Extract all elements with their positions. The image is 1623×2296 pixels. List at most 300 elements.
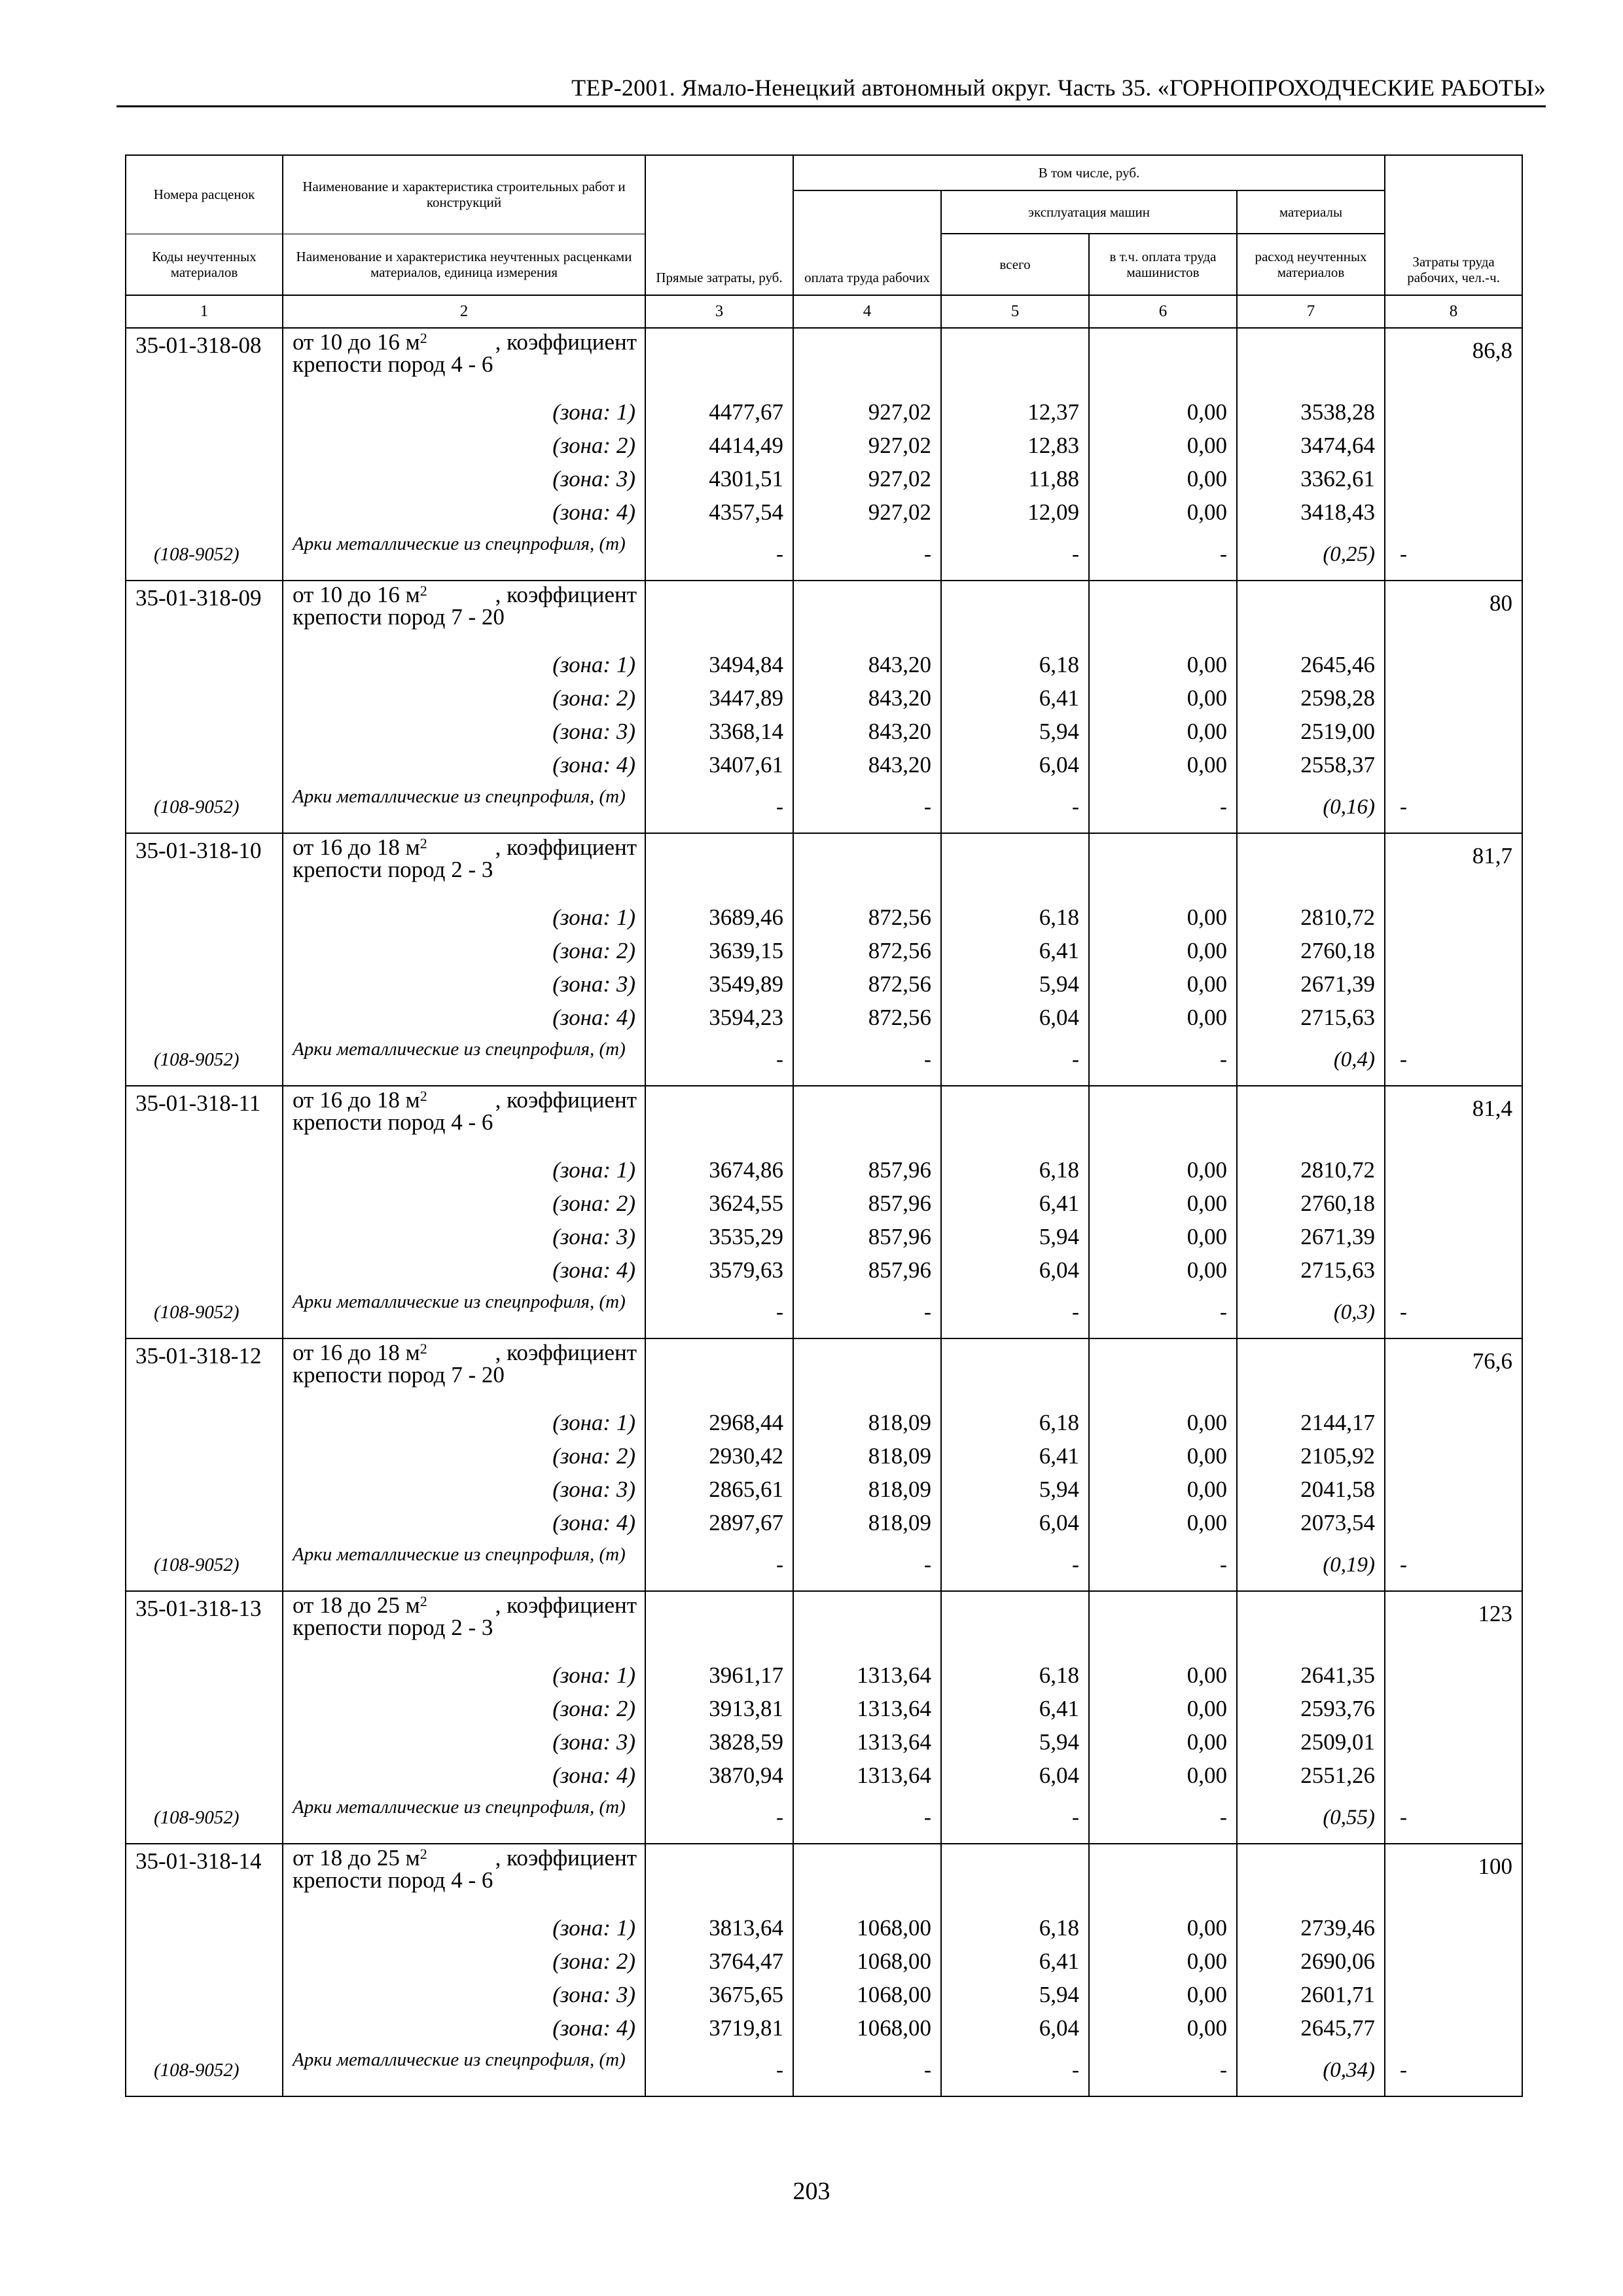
work-range: от 18 до 25 $м^2$ xyxy=(293,1845,427,1871)
wage-value: 857,96 xyxy=(868,1191,931,1216)
material-dash: - xyxy=(1072,1300,1079,1324)
materials-value: 2690,06 xyxy=(1300,1948,1376,1974)
materials-value: 2519,00 xyxy=(1300,719,1376,744)
machines-value: 6,18 xyxy=(1039,1915,1079,1941)
labor-cell xyxy=(1385,1844,1522,2096)
material-dash: - xyxy=(776,1553,783,1577)
wage-value: 927,02 xyxy=(868,499,931,525)
material-description: Арки металлические из спецпрофиля, (т) xyxy=(293,533,626,554)
work-range: от 16 до 18 $м^2$ xyxy=(293,1340,427,1365)
machinist-wage-value: 0,00 xyxy=(1186,719,1227,744)
materials-cell xyxy=(1237,1086,1385,1338)
zone-label: (зона: 4) xyxy=(552,1257,635,1283)
material-dash: - xyxy=(1220,795,1227,819)
machinist-wage-cell xyxy=(1089,1844,1237,2096)
wage-cell xyxy=(793,1844,941,2096)
direct-cost-value: 3674,86 xyxy=(709,1157,783,1183)
material-dash: - xyxy=(924,1048,931,1071)
zone-label: (зона: 1) xyxy=(552,652,635,677)
wage-value: 872,56 xyxy=(868,938,931,963)
description-cell xyxy=(283,833,645,1086)
materials-value: 3362,61 xyxy=(1300,466,1376,492)
description-cell xyxy=(283,328,645,581)
zone-label: (зона: 2) xyxy=(552,1696,635,1721)
wage-value: 843,20 xyxy=(868,685,931,711)
machines-value: 5,94 xyxy=(1039,971,1079,997)
direct-cost-value: 3689,46 xyxy=(709,905,783,930)
code-cell xyxy=(126,1086,283,1338)
direct-cost-value: 3813,64 xyxy=(709,1915,783,1941)
machinist-wage-value: 0,00 xyxy=(1186,1224,1227,1249)
direct-cost-value: 3870,94 xyxy=(709,1763,783,1788)
col-num: 6 xyxy=(1089,295,1237,328)
machinist-wage-value: 0,00 xyxy=(1186,466,1227,492)
material-code: (108-9052) xyxy=(154,797,240,817)
machines-value: 6,18 xyxy=(1039,905,1079,930)
machines-value: 6,18 xyxy=(1039,1662,1079,1688)
rate-code: 35-01-318-12 xyxy=(135,1343,262,1369)
wage-value: 1068,00 xyxy=(857,1915,931,1941)
material-code: (108-9052) xyxy=(154,544,240,565)
machines-header: эксплуатация машин xyxy=(941,190,1237,234)
rate-row xyxy=(126,1086,1522,1338)
material-code: (108-9052) xyxy=(154,2060,240,2081)
machinist-wage-value: 0,00 xyxy=(1186,433,1227,458)
materials-value: 2810,72 xyxy=(1300,1157,1376,1183)
material-description: Арки металлические из спецпрофиля, (т) xyxy=(293,1291,626,1312)
zone-label: (зона: 3) xyxy=(552,719,635,744)
machinist-wage-value: 0,00 xyxy=(1186,1443,1227,1469)
running-header: ТЕР-2001. Ямало-Ненецкий автономный округ. Часть 35. «ГОРНОПРОХОДЧЕСКИЕ РАБОТЫ» xyxy=(571,75,1546,101)
col5-header: всего xyxy=(941,234,1089,295)
material-code: (108-9052) xyxy=(154,1049,240,1070)
labor-dash: - xyxy=(1400,1048,1408,1071)
rate-code: 35-01-318-13 xyxy=(135,1596,262,1621)
direct-cost-value: 3368,14 xyxy=(709,719,783,744)
col-num: 2 xyxy=(283,295,645,328)
machines-cell xyxy=(941,833,1089,1086)
direct-cost-cell xyxy=(645,833,793,1086)
materials-value: 2144,17 xyxy=(1300,1410,1376,1435)
wage-value: 1068,00 xyxy=(857,1982,931,2007)
zone-label: (зона: 1) xyxy=(552,1662,635,1688)
machines-value: 5,94 xyxy=(1039,719,1079,744)
zone-label: (зона: 1) xyxy=(552,1410,635,1435)
direct-cost-cell xyxy=(645,581,793,833)
zone-label: (зона: 4) xyxy=(552,1510,635,1535)
material-quantity: (0,4) xyxy=(1333,1048,1376,1071)
direct-cost-value: 4357,54 xyxy=(709,499,783,525)
machines-value: 6,41 xyxy=(1039,685,1079,711)
labor-dash: - xyxy=(1400,1806,1408,1829)
labor-dash: - xyxy=(1400,1300,1408,1324)
labor-value: 123 xyxy=(1478,1601,1513,1626)
machines-value: 5,94 xyxy=(1039,1729,1079,1755)
machines-cell xyxy=(941,1844,1089,2096)
header-rule xyxy=(116,105,1546,107)
machinist-wage-cell xyxy=(1089,328,1237,581)
materials-value: 2715,63 xyxy=(1300,1257,1376,1283)
machinist-wage-cell xyxy=(1089,1338,1237,1591)
material-dash: - xyxy=(1220,1300,1227,1324)
zone-label: (зона: 3) xyxy=(552,1477,635,1502)
direct-cost-value: 4414,49 xyxy=(709,433,783,458)
direct-cost-value: 3447,89 xyxy=(709,685,783,711)
wage-value: 927,02 xyxy=(868,433,931,458)
rate-row xyxy=(126,581,1522,833)
wage-value: 818,09 xyxy=(868,1477,931,1502)
col3-header: Прямые затраты, руб. xyxy=(645,155,793,295)
code-cell xyxy=(126,1338,283,1591)
direct-cost-cell xyxy=(645,328,793,581)
machines-value: 6,41 xyxy=(1039,1191,1079,1216)
incl-header: В том числе, руб. xyxy=(793,155,1385,190)
rate-row xyxy=(126,328,1522,581)
direct-cost-value: 3579,63 xyxy=(709,1257,783,1283)
material-quantity: (0,34) xyxy=(1323,2058,1376,2082)
material-dash: - xyxy=(1072,2058,1079,2082)
machinist-wage-value: 0,00 xyxy=(1186,499,1227,525)
material-dash: - xyxy=(776,2058,783,2082)
machines-value: 5,94 xyxy=(1039,1477,1079,1502)
labor-dash: - xyxy=(1400,1553,1408,1577)
rate-code: 35-01-318-14 xyxy=(135,1848,262,1874)
machinist-wage-value: 0,00 xyxy=(1186,1257,1227,1283)
materials-cell xyxy=(1237,1844,1385,2096)
machines-value: 5,94 xyxy=(1039,1982,1079,2007)
machines-value: 5,94 xyxy=(1039,1224,1079,1249)
code-cell xyxy=(126,1591,283,1844)
material-dash: - xyxy=(924,1300,931,1324)
col-num: 4 xyxy=(793,295,941,328)
description-cell xyxy=(283,1086,645,1338)
col7-header: расход неучтенных материалов xyxy=(1237,234,1385,295)
machinist-wage-value: 0,00 xyxy=(1186,971,1227,997)
machinist-wage-value: 0,00 xyxy=(1186,1410,1227,1435)
machinist-wage-value: 0,00 xyxy=(1186,938,1227,963)
material-dash: - xyxy=(776,795,783,819)
work-range: от 10 до 16 $м^2$ xyxy=(293,582,427,607)
material-description: Арки металлические из спецпрофиля, (т) xyxy=(293,1544,626,1565)
labor-cell xyxy=(1385,1591,1522,1844)
material-quantity: (0,3) xyxy=(1333,1300,1376,1324)
material-dash: - xyxy=(1220,1048,1227,1071)
machines-value: 6,04 xyxy=(1039,1257,1079,1283)
materials-value: 3418,43 xyxy=(1300,499,1376,525)
machines-value: 6,41 xyxy=(1039,1443,1079,1469)
col2-header-top: Наименование и характеристика строительных работ и конструкций xyxy=(283,155,645,234)
rock-hardness: крепости пород 4 - 6 xyxy=(293,351,493,377)
wage-cell xyxy=(793,1338,941,1591)
machinist-wage-value: 0,00 xyxy=(1186,1157,1227,1183)
wage-value: 872,56 xyxy=(868,971,931,997)
machines-value: 6,04 xyxy=(1039,1763,1079,1788)
materials-cell xyxy=(1237,581,1385,833)
labor-cell xyxy=(1385,581,1522,833)
direct-cost-value: 3594,23 xyxy=(709,1005,783,1030)
zone-label: (зона: 3) xyxy=(552,971,635,997)
material-dash: - xyxy=(1072,543,1079,566)
material-dash: - xyxy=(1220,543,1227,566)
materials-cell xyxy=(1237,833,1385,1086)
zone-label: (зона: 2) xyxy=(552,433,635,458)
wage-value: 843,20 xyxy=(868,752,931,778)
rock-hardness: крепости пород 2 - 3 xyxy=(293,857,493,882)
materials-value: 2671,39 xyxy=(1300,1224,1376,1249)
direct-cost-value: 3407,61 xyxy=(709,752,783,778)
materials-cell xyxy=(1237,1338,1385,1591)
materials-value: 2073,54 xyxy=(1300,1510,1376,1535)
machinist-wage-value: 0,00 xyxy=(1186,1982,1227,2007)
wage-cell xyxy=(793,833,941,1086)
work-coefficient: , коэффициент xyxy=(495,1340,637,1365)
materials-value: 2105,92 xyxy=(1300,1443,1376,1469)
code-cell xyxy=(126,1844,283,2096)
materials-value: 2810,72 xyxy=(1300,905,1376,930)
material-dash: - xyxy=(924,1553,931,1577)
materials-value: 2645,46 xyxy=(1300,652,1376,677)
material-code: (108-9052) xyxy=(154,1302,240,1323)
description-cell xyxy=(283,1591,645,1844)
materials-value: 2671,39 xyxy=(1300,971,1376,997)
zone-label: (зона: 3) xyxy=(552,1982,635,2007)
zone-label: (зона: 3) xyxy=(552,1224,635,1249)
machines-cell xyxy=(941,581,1089,833)
material-dash: - xyxy=(924,543,931,566)
direct-cost-value: 4477,67 xyxy=(709,399,783,425)
labor-cell xyxy=(1385,833,1522,1086)
materials-cell xyxy=(1237,328,1385,581)
wage-cell xyxy=(793,1086,941,1338)
machines-value: 12,09 xyxy=(1027,499,1079,525)
machines-value: 6,04 xyxy=(1039,1005,1079,1030)
wage-value: 927,02 xyxy=(868,466,931,492)
machinist-wage-cell xyxy=(1089,1086,1237,1338)
zone-label: (зона: 4) xyxy=(552,752,635,778)
machines-cell xyxy=(941,328,1089,581)
materials-value: 2739,46 xyxy=(1300,1915,1376,1941)
materials-value: 2601,71 xyxy=(1300,1982,1376,2007)
direct-cost-value: 2968,44 xyxy=(709,1410,783,1435)
direct-cost-value: 3764,47 xyxy=(709,1948,783,1974)
col-num: 1 xyxy=(126,295,283,328)
materials-cell xyxy=(1237,1591,1385,1844)
rock-hardness: крепости пород 2 - 3 xyxy=(293,1615,493,1640)
zone-label: (зона: 2) xyxy=(552,938,635,963)
code-cell xyxy=(126,581,283,833)
zone-label: (зона: 3) xyxy=(552,1729,635,1755)
machines-value: 6,18 xyxy=(1039,1410,1079,1435)
material-description: Арки металлические из спецпрофиля, (т) xyxy=(293,1039,626,1060)
materials-value: 2593,76 xyxy=(1300,1696,1376,1721)
col-num: 8 xyxy=(1385,295,1522,328)
material-dash: - xyxy=(776,543,783,566)
machines-value: 6,41 xyxy=(1039,1948,1079,1974)
zone-label: (зона: 1) xyxy=(552,905,635,930)
machines-value: 6,04 xyxy=(1039,2015,1079,2041)
zone-label: (зона: 2) xyxy=(552,1948,635,1974)
labor-value: 100 xyxy=(1478,1854,1513,1879)
machines-value: 6,41 xyxy=(1039,938,1079,963)
material-dash: - xyxy=(924,1806,931,1829)
labor-value: 81,4 xyxy=(1472,1096,1513,1121)
materials-value: 2598,28 xyxy=(1300,685,1376,711)
labor-value: 80 xyxy=(1489,590,1513,616)
machinist-wage-value: 0,00 xyxy=(1186,1005,1227,1030)
zone-label: (зона: 4) xyxy=(552,1005,635,1030)
material-quantity: (0,55) xyxy=(1323,1806,1376,1829)
zone-label: (зона: 1) xyxy=(552,1915,635,1941)
machinist-wage-cell xyxy=(1089,1591,1237,1844)
direct-cost-cell xyxy=(645,1338,793,1591)
machines-cell xyxy=(941,1338,1089,1591)
labor-cell xyxy=(1385,1086,1522,1338)
machinist-wage-cell xyxy=(1089,833,1237,1086)
machinist-wage-value: 0,00 xyxy=(1186,752,1227,778)
col2-header-bottom: Наименование и характеристика неучтенных расценками материалов, единица измерения xyxy=(283,234,645,295)
machines-value: 6,18 xyxy=(1039,1157,1079,1183)
wage-value: 857,96 xyxy=(868,1224,931,1249)
materials-value: 2760,18 xyxy=(1300,1191,1376,1216)
work-range: от 16 до 18 $м^2$ xyxy=(293,1087,427,1113)
machinist-wage-value: 0,00 xyxy=(1186,399,1227,425)
machinist-wage-value: 0,00 xyxy=(1186,1191,1227,1216)
zone-label: (зона: 4) xyxy=(552,1763,635,1788)
machinist-wage-value: 0,00 xyxy=(1186,685,1227,711)
material-quantity: (0,16) xyxy=(1323,795,1376,819)
rock-hardness: крепости пород 7 - 20 xyxy=(293,604,505,630)
machinist-wage-value: 0,00 xyxy=(1186,1696,1227,1721)
rate-code: 35-01-318-08 xyxy=(135,332,262,358)
labor-cell xyxy=(1385,1338,1522,1591)
wage-cell xyxy=(793,581,941,833)
wage-value: 927,02 xyxy=(868,399,931,425)
wage-cell xyxy=(793,1591,941,1844)
rock-hardness: крепости пород 4 - 6 xyxy=(293,1867,493,1893)
labor-value: 81,7 xyxy=(1472,843,1513,869)
machinist-wage-value: 0,00 xyxy=(1186,1948,1227,1974)
col4-header: оплата труда рабочих xyxy=(793,190,941,295)
machinist-wage-cell xyxy=(1089,581,1237,833)
machines-value: 11,88 xyxy=(1028,466,1079,492)
wage-value: 843,20 xyxy=(868,719,931,744)
wage-value: 857,96 xyxy=(868,1257,931,1283)
machinist-wage-value: 0,00 xyxy=(1186,1662,1227,1688)
machines-value: 12,37 xyxy=(1027,399,1079,425)
rate-code: 35-01-318-11 xyxy=(135,1090,261,1116)
zone-label: (зона: 4) xyxy=(552,2015,635,2041)
description-cell xyxy=(283,1844,645,2096)
direct-cost-value: 3624,55 xyxy=(709,1191,783,1216)
work-coefficient: , коэффициент xyxy=(495,329,637,355)
work-coefficient: , коэффициент xyxy=(495,582,637,607)
material-dash: - xyxy=(924,795,931,819)
machinist-wage-value: 0,00 xyxy=(1186,1915,1227,1941)
col-num: 3 xyxy=(645,295,793,328)
work-coefficient: , коэффициент xyxy=(495,1592,637,1618)
material-dash: - xyxy=(1220,2058,1227,2082)
material-description: Арки металлические из спецпрофиля, (т) xyxy=(293,1797,626,1818)
work-coefficient: , коэффициент xyxy=(495,1087,637,1113)
materials-value: 2641,35 xyxy=(1300,1662,1376,1688)
wage-value: 818,09 xyxy=(868,1443,931,1469)
direct-cost-cell xyxy=(645,1591,793,1844)
labor-dash: - xyxy=(1400,795,1408,819)
direct-cost-value: 2865,61 xyxy=(709,1477,783,1502)
materials-value: 3474,64 xyxy=(1300,433,1376,458)
material-dash: - xyxy=(1072,1048,1079,1071)
machines-cell xyxy=(941,1591,1089,1844)
direct-cost-cell xyxy=(645,1086,793,1338)
machines-value: 6,41 xyxy=(1039,1696,1079,1721)
col1-header-top: Номера расценок xyxy=(126,155,283,234)
wage-value: 1313,64 xyxy=(857,1729,931,1755)
direct-cost-value: 2897,67 xyxy=(709,1510,783,1535)
rate-code: 35-01-318-10 xyxy=(135,838,262,863)
rate-row xyxy=(126,833,1522,1086)
machines-cell xyxy=(941,1086,1089,1338)
machinist-wage-value: 0,00 xyxy=(1186,905,1227,930)
labor-dash: - xyxy=(1400,2058,1408,2082)
materials-value: 2509,01 xyxy=(1300,1729,1376,1755)
rock-hardness: крепости пород 7 - 20 xyxy=(293,1362,505,1388)
zone-label: (зона: 3) xyxy=(552,466,635,492)
zone-label: (зона: 2) xyxy=(552,1443,635,1469)
direct-cost-value: 2930,42 xyxy=(709,1443,783,1469)
rate-row xyxy=(126,1338,1522,1591)
material-dash: - xyxy=(1220,1553,1227,1577)
direct-cost-value: 3913,81 xyxy=(709,1696,783,1721)
direct-cost-value: 3675,65 xyxy=(709,1982,783,2007)
materials-value: 3538,28 xyxy=(1300,399,1376,425)
material-description: Арки металлические из спецпрофиля, (т) xyxy=(293,2049,626,2070)
materials-header: материалы xyxy=(1237,190,1385,234)
wage-value: 872,56 xyxy=(868,1005,931,1030)
wage-value: 1313,64 xyxy=(857,1763,931,1788)
direct-cost-value: 3535,29 xyxy=(709,1224,783,1249)
zone-label: (зона: 4) xyxy=(552,499,635,525)
materials-value: 2041,58 xyxy=(1300,1477,1376,1502)
direct-cost-value: 3828,59 xyxy=(709,1729,783,1755)
code-cell xyxy=(126,328,283,581)
materials-value: 2645,77 xyxy=(1300,2015,1376,2041)
rate-row xyxy=(126,1591,1522,1844)
wage-value: 872,56 xyxy=(868,905,931,930)
direct-cost-value: 3549,89 xyxy=(709,971,783,997)
col1-header-bottom: Коды неучтенных материалов xyxy=(126,234,283,295)
wage-value: 818,09 xyxy=(868,1410,931,1435)
materials-value: 2558,37 xyxy=(1300,752,1376,778)
material-dash: - xyxy=(1072,1806,1079,1829)
labor-cell xyxy=(1385,328,1522,581)
machines-value: 6,04 xyxy=(1039,1510,1079,1535)
work-range: от 16 до 18 $м^2$ xyxy=(293,834,427,860)
zone-label: (зона: 2) xyxy=(552,1191,635,1216)
rate-row xyxy=(126,1844,1522,2096)
price-table xyxy=(125,154,1523,2097)
materials-value: 2551,26 xyxy=(1300,1763,1376,1788)
materials-value: 2760,18 xyxy=(1300,938,1376,963)
material-dash: - xyxy=(1072,795,1079,819)
zone-label: (зона: 1) xyxy=(552,399,635,425)
page-number: 203 xyxy=(793,2178,830,2205)
wage-value: 857,96 xyxy=(868,1157,931,1183)
description-cell xyxy=(283,581,645,833)
material-dash: - xyxy=(776,1806,783,1829)
work-range: от 10 до 16 $м^2$ xyxy=(293,329,427,355)
direct-cost-value: 3719,81 xyxy=(709,2015,783,2041)
labor-value: 86,8 xyxy=(1472,338,1513,363)
